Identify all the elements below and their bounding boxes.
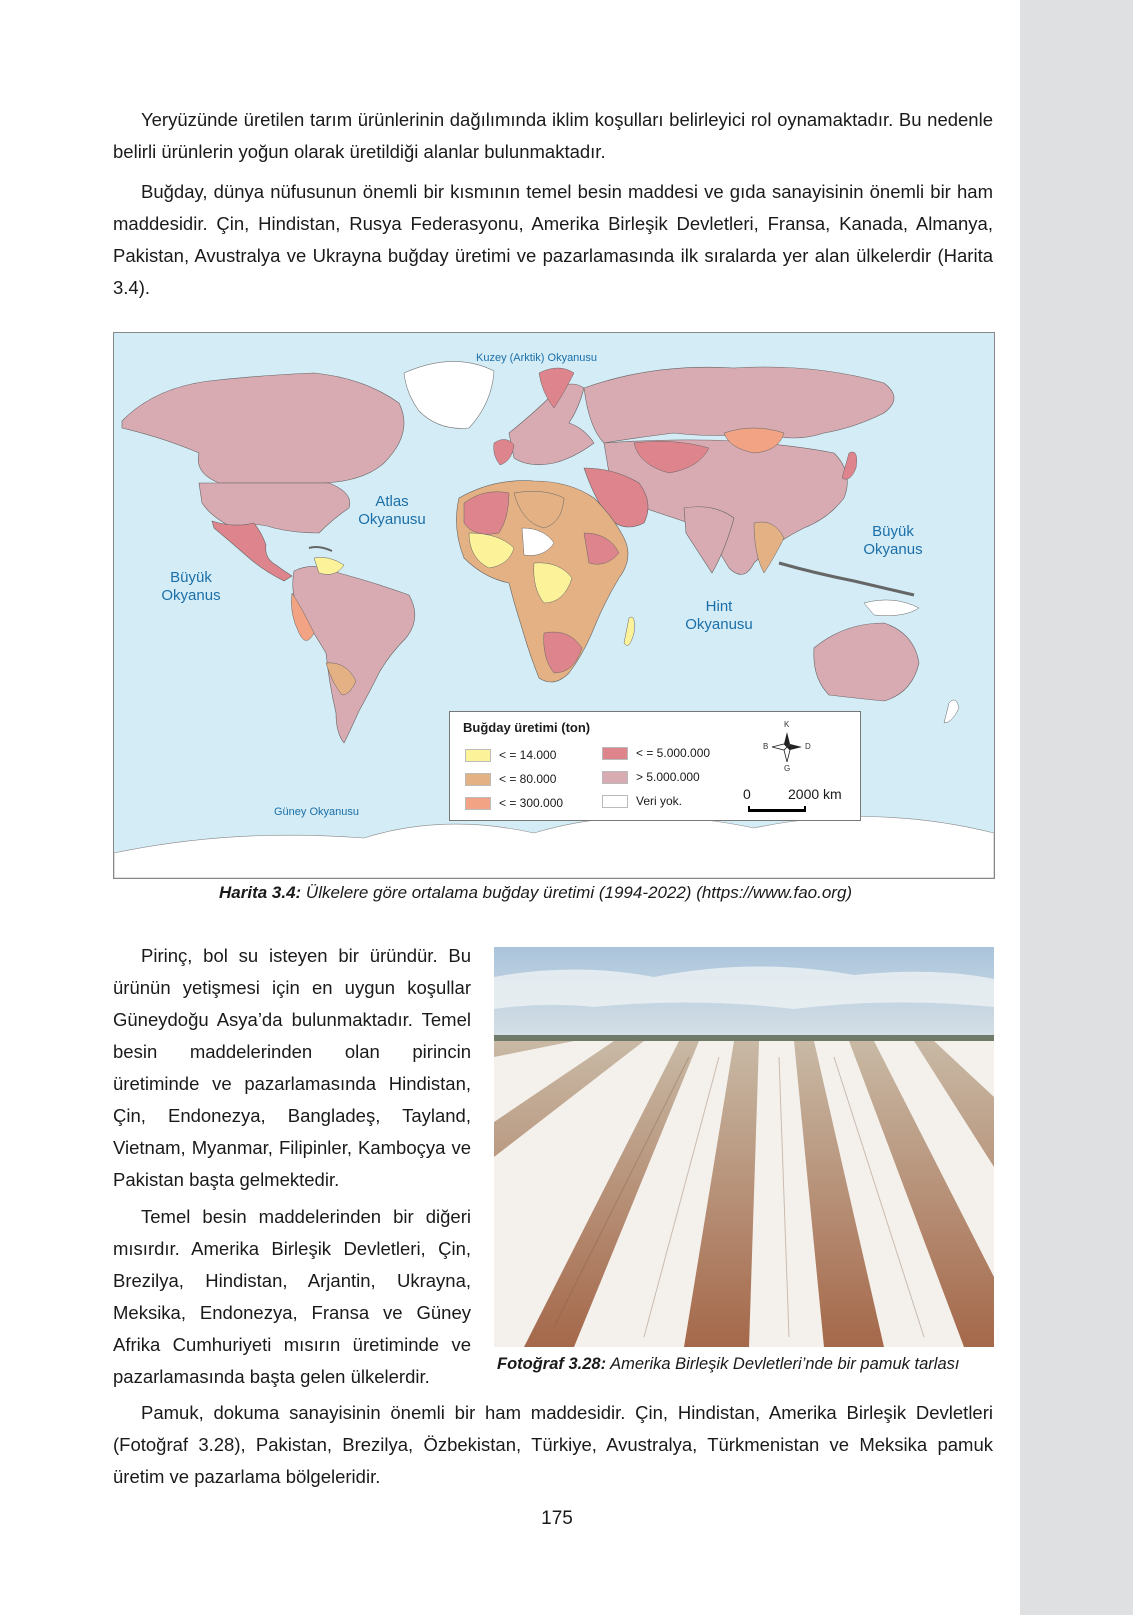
page-number: 175 — [541, 1508, 573, 1529]
pacific-ocean-west-label: Büyük Okyanus — [161, 569, 221, 604]
atlantic-ocean-label: Atlas Okyanusu — [358, 493, 426, 528]
paragraph-wheat: Buğday, dünya nüfusunun önemli bir kısmının temel besin maddesi ve gıda sanayisinin önemli bir ham maddesidir. Çin, Hindistan, Rusya Federasyonu, Amerika Birleşik Devletleri, Fransa, Kanada, Almanya, Pakistan, Avustralya ve Ukrayna buğday üretimi ve pazarlamasında ilk sıralarda yer alan ülkelerdir (Harita 3.4). — [113, 181, 993, 298]
legend-swatch-300000 — [465, 797, 491, 810]
map-legend — [449, 711, 861, 821]
legend-label-80000: < = 80.000 — [499, 772, 557, 786]
paragraph-rice: Pirinç, bol su isteyen bir üründür. Bu ürünün yetişmesi için en uygun koşullar Güneydoğu Asya’da bulunmaktadır. Temel besin maddelerinden olan pirincin üretiminde ve pazarlamasında Hindistan, Çin, Endonezya, Bangladeş, Tayland, Vietnam, Myanmar, Filipinler, Kamboçya ve Pakistan başta gelmektedir. — [113, 945, 471, 1190]
legend-swatch-14000 — [465, 749, 491, 762]
scale-zero: 0 — [743, 786, 751, 802]
legend-swatch-80000 — [465, 773, 491, 786]
paragraph-climate: Yeryüzünde üretilen tarım ürünlerinin dağılımında iklim koşulları belirleyici rol oynamaktadır. Bu nedenle belirli ürünlerin yoğun olarak üretildiği alanlar bulunmaktadır. — [113, 109, 993, 162]
southern-ocean-label: Güney Okyanusu — [274, 806, 359, 818]
legend-swatch-over-5000000 — [602, 771, 628, 784]
legend-swatch-no-data — [602, 795, 628, 808]
paragraph-corn: Temel besin maddelerinden bir diğeri mısırdır. Amerika Birleşik Devletleri, Çin, Brezilya, Hindistan, Arjantin, Ukrayna, Meksika, Endonezya, Fransa ve Güney Afrika Cumhuriyeti mısırın üretiminde ve pazarlamasında başta gelen ülkelerdir. — [113, 1206, 471, 1387]
page-side-strip — [1020, 0, 1133, 1615]
map-caption: Harita 3.4: Ülkelere göre ortalama buğday üretimi (1994-2022) (https://www.fao.org) — [219, 883, 853, 902]
legend-label-no-data: Veri yok. — [636, 794, 683, 808]
legend-label-over-5000000: > 5.000.000 — [636, 770, 700, 784]
legend-label-14000: < = 14.000 — [499, 748, 557, 762]
photo-caption: Fotoğraf 3.28: Amerika Birleşik Devletleri’nde bir pamuk tarlası — [497, 1355, 960, 1373]
paragraph-cotton: Pamuk, dokuma sanayisinin önemli bir ham maddesidir. Çin, Hindistan, Amerika Birleşik Devletleri (Fotoğraf 3.28), Pakistan, Brezilya, Özbekistan, Türkiye, Avustralya, Türkmenistan ve Meksika pamuk üretim ve pazarlama bölgeleridir. — [113, 1402, 993, 1487]
arctic-ocean-label: Kuzey (Arktik) Okyanusu — [476, 352, 598, 364]
legend-swatch-5000000 — [602, 747, 628, 760]
cotton-field-photo — [494, 947, 994, 1347]
scale-label: 2000 km — [788, 786, 842, 802]
legend-title: Buğday üretimi (ton) — [463, 720, 591, 735]
wheat-production-map — [113, 332, 995, 879]
legend-label-300000: < = 300.000 — [499, 796, 564, 810]
compass-icon: K G B D — [763, 720, 811, 773]
pacific-ocean-east-label: Büyük Okyanus — [863, 523, 923, 558]
scale-bar — [748, 806, 806, 812]
legend-label-5000000: < = 5.000.000 — [636, 746, 711, 760]
indian-ocean-label: Hint Okyanusu — [685, 598, 753, 633]
